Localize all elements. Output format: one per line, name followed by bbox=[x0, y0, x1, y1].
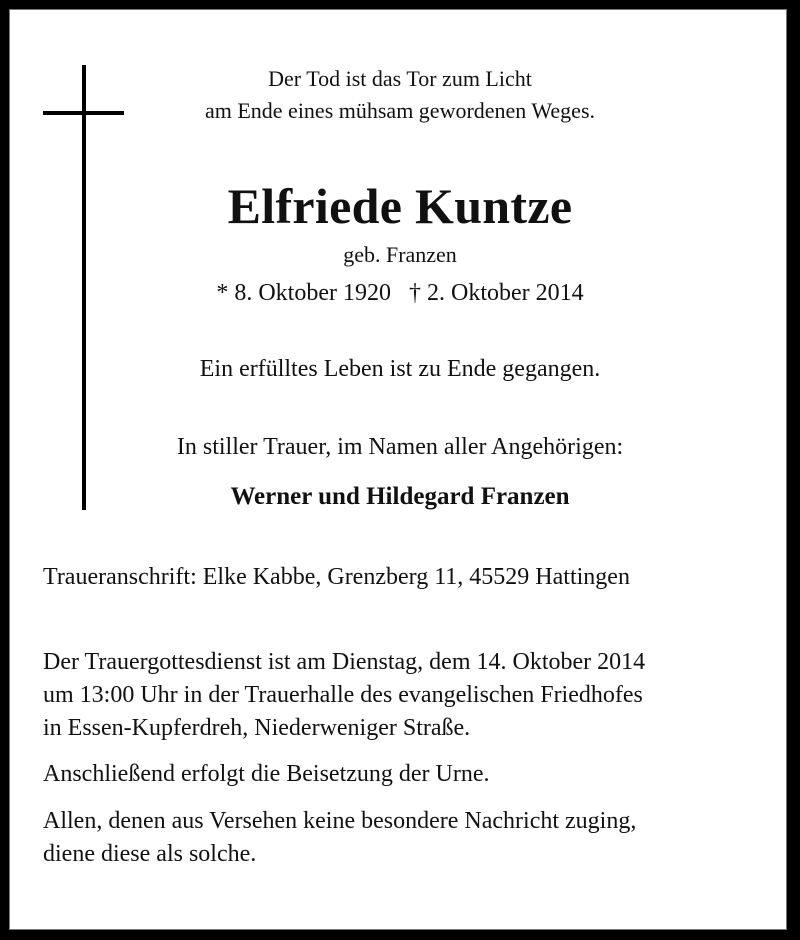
motto-line-2: am Ende eines mühsam gewordenen Weges. bbox=[204, 98, 596, 123]
service-line-1: Der Trauergottesdienst ist am Dienstag, dem 14. Oktober 2014 bbox=[43, 649, 646, 675]
mourners: Werner und Hildegard Franzen bbox=[230, 483, 570, 510]
closing-line-1: Allen, denen aus Versehen keine besondere Nachricht zuging, bbox=[43, 808, 637, 834]
service-line-3: in Essen-Kupferdreh, Niederweniger Straße. bbox=[43, 715, 471, 741]
obituary-notice bbox=[9, 9, 787, 930]
mourning-address: Traueranschrift: Elke Kabbe, Grenzberg 11, 45529 Hattingen bbox=[43, 564, 630, 590]
deceased-name: Elfriede Kuntze bbox=[227, 178, 573, 234]
closing-line-2: diene diese als solche. bbox=[43, 841, 257, 867]
statement: Ein erfülltes Leben ist zu Ende gegangen. bbox=[199, 356, 601, 382]
burial-info: Anschließend erfolgt die Beisetzung der Urne. bbox=[43, 761, 490, 787]
maiden-name: geb. Franzen bbox=[343, 242, 457, 267]
motto-line-1: Der Tod ist das Tor zum Licht bbox=[268, 66, 532, 91]
service-line-2: um 13:00 Uhr in der Trauerhalle des evangelischen Friedhofes bbox=[43, 682, 643, 708]
life-dates: * 8. Oktober 1920 † 2. Oktober 2014 bbox=[216, 280, 584, 306]
mourning-line: In stiller Trauer, im Namen aller Angehörigen: bbox=[176, 434, 624, 460]
